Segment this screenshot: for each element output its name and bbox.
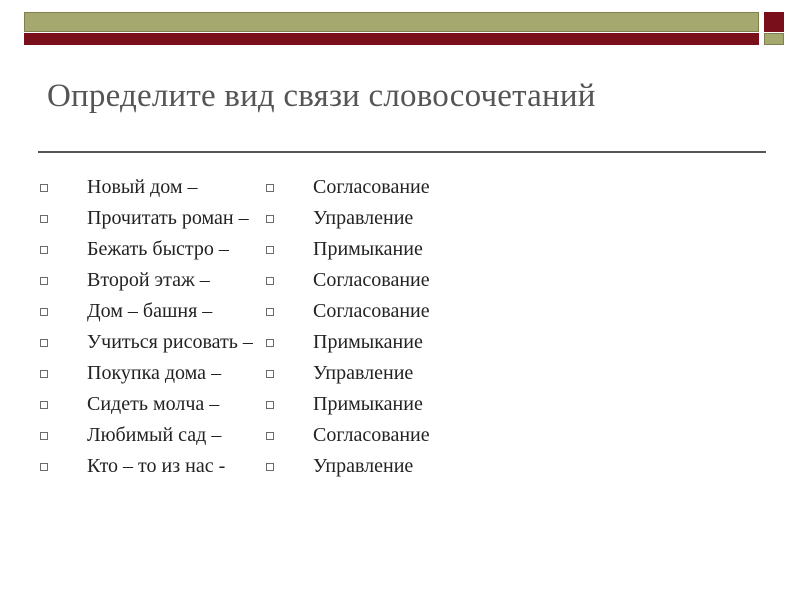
header-olive-square: [764, 33, 784, 45]
answer-text: Управление: [313, 362, 414, 384]
square-bullet-icon: [40, 401, 48, 409]
square-bullet-icon: [40, 246, 48, 254]
answer-text: Управление: [313, 207, 414, 229]
list-item: [266, 265, 430, 296]
answer-text: Примыкание: [313, 393, 423, 415]
list-item: [40, 172, 253, 203]
square-bullet-icon: [40, 308, 48, 316]
list-item: [266, 389, 430, 420]
title-divider: [38, 151, 766, 153]
square-bullet-icon: [266, 277, 274, 285]
answer-list: [266, 172, 430, 482]
phrase-text: Второй этаж –: [87, 269, 210, 291]
phrase-text: Любимый сад –: [87, 424, 222, 446]
list-item: [40, 203, 253, 234]
phrase-list: [40, 172, 253, 482]
square-bullet-icon: [40, 277, 48, 285]
phrase-text: Кто – то из нас -: [87, 455, 226, 477]
list-item: [266, 172, 430, 203]
list-item: [40, 451, 253, 482]
phrase-text: Дом – башня –: [87, 300, 213, 322]
slide-title: Определите вид связи словосочетаний: [47, 78, 596, 114]
square-bullet-icon: [40, 184, 48, 192]
square-bullet-icon: [266, 246, 274, 254]
list-item: [40, 358, 253, 389]
header-olive-bar: [24, 12, 759, 32]
square-bullet-icon: [40, 432, 48, 440]
square-bullet-icon: [266, 215, 274, 223]
square-bullet-icon: [266, 184, 274, 192]
square-bullet-icon: [266, 339, 274, 347]
list-item: [40, 389, 253, 420]
answer-text: Согласование: [313, 424, 430, 446]
header-maroon-bar: [24, 33, 759, 45]
square-bullet-icon: [40, 215, 48, 223]
phrase-text: Новый дом –: [87, 176, 198, 198]
square-bullet-icon: [266, 432, 274, 440]
answer-text: Согласование: [313, 300, 430, 322]
phrase-text: Прочитать роман –: [87, 207, 249, 229]
header-maroon-square: [764, 12, 784, 32]
phrase-text: Бежать быстро –: [87, 238, 229, 260]
answer-text: Примыкание: [313, 238, 423, 260]
list-item: [266, 327, 430, 358]
square-bullet-icon: [266, 463, 274, 471]
answer-text: Согласование: [313, 269, 430, 291]
phrase-text: Покупка дома –: [87, 362, 222, 384]
list-item: [266, 358, 430, 389]
list-item: [266, 296, 430, 327]
list-item: [40, 420, 253, 451]
square-bullet-icon: [40, 370, 48, 378]
list-item: [266, 451, 430, 482]
square-bullet-icon: [40, 339, 48, 347]
list-item: [40, 296, 253, 327]
answer-text: Управление: [313, 455, 414, 477]
list-item: [266, 420, 430, 451]
phrase-text: Сидеть молча –: [87, 393, 220, 415]
list-item: [40, 234, 253, 265]
square-bullet-icon: [266, 370, 274, 378]
square-bullet-icon: [266, 401, 274, 409]
list-item: [266, 203, 430, 234]
square-bullet-icon: [40, 463, 48, 471]
answer-text: Согласование: [313, 176, 430, 198]
answer-text: Примыкание: [313, 331, 423, 353]
list-item: [266, 234, 430, 265]
list-item: [40, 327, 253, 358]
list-item: [40, 265, 253, 296]
phrase-text: Учиться рисовать –: [87, 331, 253, 353]
square-bullet-icon: [266, 308, 274, 316]
